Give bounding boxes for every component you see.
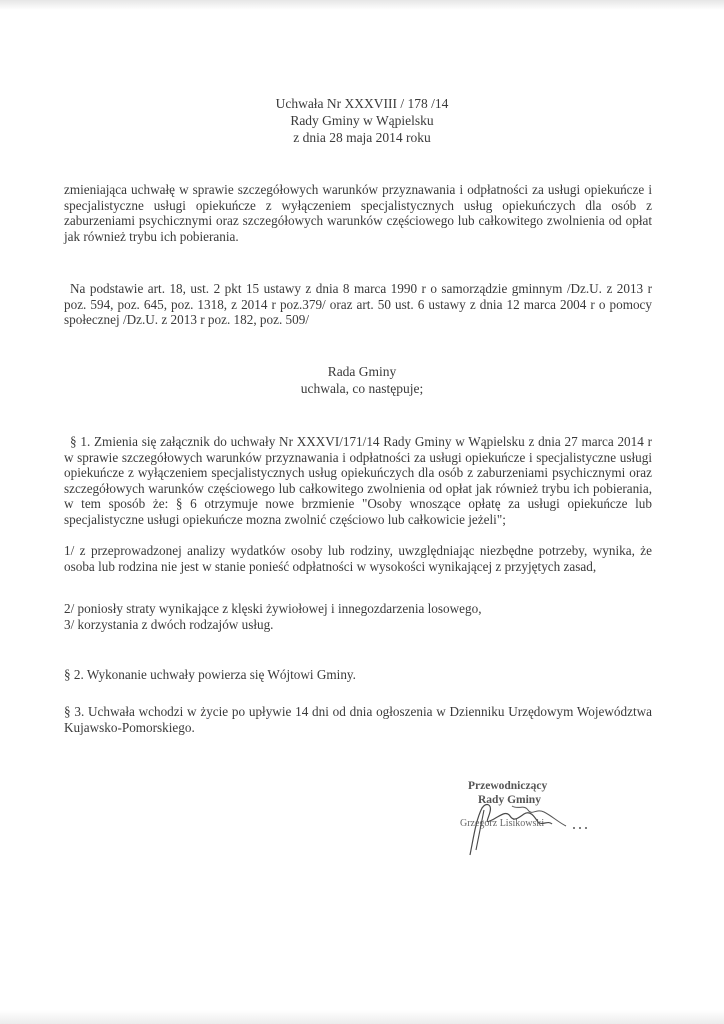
section-1-paragraph: § 1. Zmienia się załącznik do uchwały Nr XXXVI/171/14 Rady Gminy w Wąpielsku z dnia 27 marca 2014 r w sprawie szczegółowych warunków przyznawania i odpłatności za usługi opiekuńcze i specjalistyczne usługi opiekuńcze z wyłączeniem specjalistycznych usług opiekuńczych dla osób z zaburzeniami psychicznymi oraz szczegółowych warunków częściowego lub całkowitego zwolnienia od opłat jak również trybu ich pobierania, w tem sposób że: § 6 otrzymuje nowe brzmienie "Osoby wnoszące opłatę za usługi opiekuńcze lub specjalistyczne usługi opiekuńcze mozna zwolnić częściowo lub całkowicie jeżeli"; <box>64 434 652 527</box>
legal-basis-paragraph: Na podstawie art. 18, ust. 2 pkt 15 ustawy z dnia 8 marca 1990 r o samorządzie gminnym /Dz.U. z 2013 r poz. 594, poz. 645, poz. 1318, z 2014 r poz.379/ oraz art. 50 ust. 6 ustawy z dnia 12 marca 2004 r o pomocy społecznej /Dz.U. z 2013 r poz. 182, poz. 509/ <box>64 281 652 328</box>
section-1-item-3: 3/ korzystania z dwóch rodzajów usług. <box>64 617 274 632</box>
document-header <box>0 95 724 146</box>
signature-subtitle: Rady Gminy <box>478 794 541 806</box>
section-3-paragraph: § 3. Uchwała wchodzi w życie po upływie 14 dni od dnia ogłoszenia w Dzienniku Urzędowym Województwa Kujawsko-Pomorskiego. <box>64 704 652 735</box>
handwritten-signature <box>440 780 640 860</box>
resolution-number: Uchwała Nr XXXVIII / 178 /14 <box>275 96 449 111</box>
scan-edge-bottom <box>0 1010 724 1024</box>
council-label: Rada Gminy <box>327 364 397 379</box>
resolves-label: uchwala, co następuje; <box>300 381 424 396</box>
council-name: Rady Gminy w Wąpielsku <box>290 113 434 128</box>
signature-block <box>440 780 640 860</box>
signature-title: Przewodniczący <box>468 780 548 792</box>
section-1-item-1: 1/ z przeprowadzonej analizy wydatków osoby lub rodziny, uwzględniając niezbędne potrzeby, wynika, że osoba lub rodzina nie jest w stanie ponieść odpłatności w wysokości wynikającej z przyjętych zasad, <box>64 543 652 574</box>
section-2-paragraph: § 2. Wykonanie uchwały powierza się Wójtowi Gminy. <box>64 667 356 682</box>
scan-edge-top <box>0 0 724 10</box>
subject-paragraph: zmieniająca uchwałę w sprawie szczegółowych warunków przyznawania i odpłatności za usługi opiekuńcze i specjalistyczne usługi opiekuńcze z wyłączeniem specjalistycznych usług opiekuńczych dla osób z zaburzeniami psychicznymi oraz szczegółowych warunków częściowego lub całkowitego zwolnienia od opłat jak również trybu ich pobierania. <box>64 182 652 244</box>
resolution-heading <box>0 363 724 397</box>
section-1-item-2: 2/ poniosły straty wynikające z klęski żywiołowej i innegozdarzenia losowego, <box>64 601 482 616</box>
signature-name: Grzegorz Lisikowski <box>460 818 545 829</box>
resolution-date: z dnia 28 maja 2014 roku <box>293 130 431 145</box>
